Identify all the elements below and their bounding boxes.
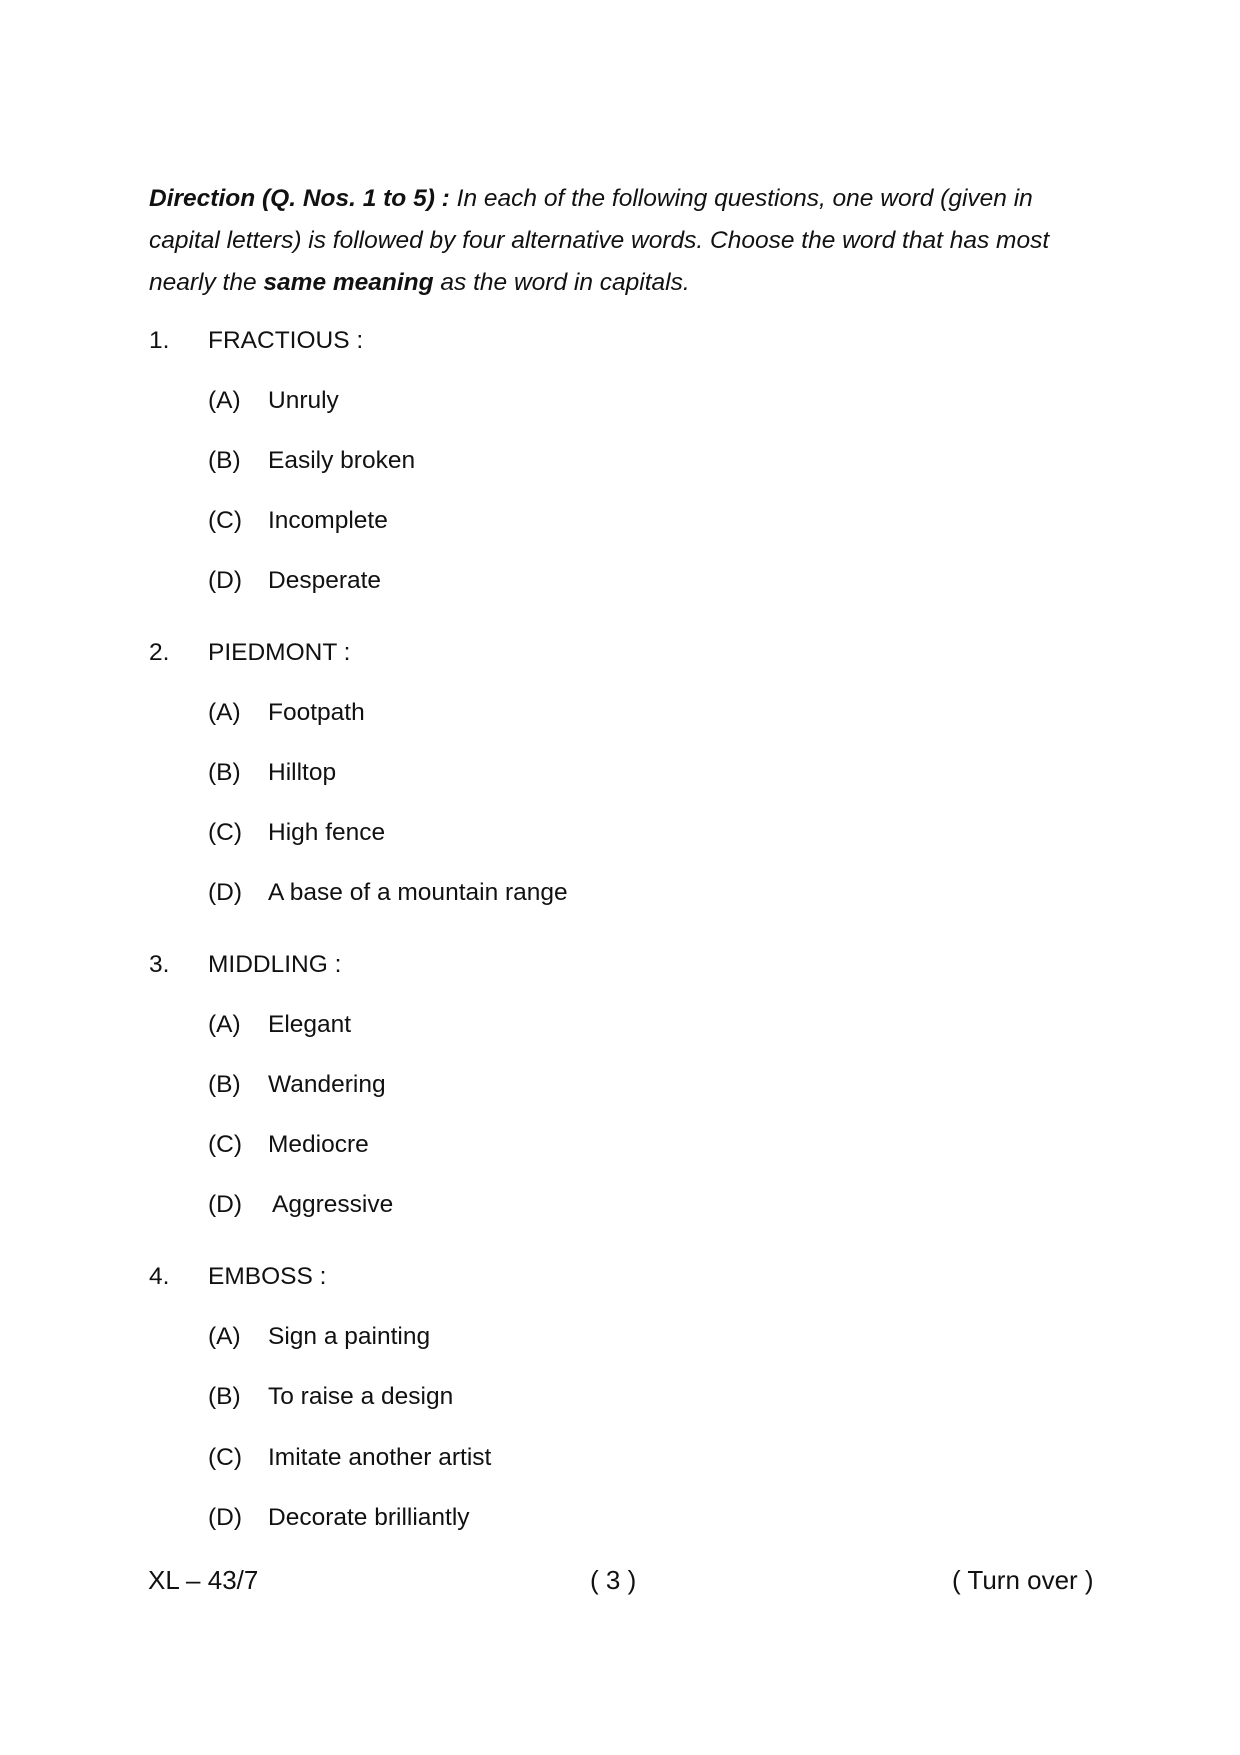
direction-paragraph [149, 178, 1109, 304]
direction-emphasis: same meaning [263, 269, 434, 296]
option-letter: (B) [208, 447, 241, 474]
option-letter: (B) [208, 759, 241, 786]
direction-lead: Direction (Q. Nos. 1 to 5) : [149, 185, 450, 212]
option-text: Wandering [268, 1071, 386, 1098]
option-letter: (C) [208, 1444, 243, 1471]
page-number: ( 3 ) [590, 1565, 637, 1595]
option-text: Hilltop [268, 759, 337, 786]
option-text: Imitate another artist [268, 1444, 492, 1471]
question-number: 2. [149, 639, 170, 666]
option-letter: (D) [208, 1504, 243, 1531]
option-text: Aggressive [272, 1191, 394, 1218]
option-text: Desperate [268, 567, 382, 594]
option-letter: (B) [208, 1071, 241, 1098]
option-text: Decorate brilliantly [268, 1504, 470, 1531]
question-word: EMBOSS : [208, 1263, 327, 1290]
option-text: Unruly [268, 387, 339, 414]
option-letter: (A) [208, 387, 241, 414]
option-letter: (A) [208, 1011, 241, 1038]
question-number: 4. [149, 1263, 170, 1290]
option-letter: (A) [208, 1323, 241, 1350]
option-text: Footpath [268, 699, 365, 726]
option-letter: (A) [208, 699, 241, 726]
option-text: Incomplete [268, 507, 388, 534]
option-text: Elegant [268, 1011, 352, 1038]
option-text: A base of a mountain range [268, 879, 568, 906]
question-number: 3. [149, 951, 170, 978]
question-word: MIDDLING : [208, 951, 342, 978]
question-word: FRACTIOUS : [208, 327, 364, 354]
option-letter: (D) [208, 879, 243, 906]
option-text: Easily broken [268, 447, 416, 474]
option-letter: (C) [208, 507, 243, 534]
option-letter: (C) [208, 1131, 243, 1158]
question-word: PIEDMONT : [208, 639, 351, 666]
option-text: High fence [268, 819, 386, 846]
direction-text-1: In each of the following questions, one word (given in capital letters) is followed by four alternative words. Choose the word that has most nearly the [149, 185, 1050, 296]
direction-text-2: as the word in capitals. [433, 269, 690, 296]
option-text: Mediocre [268, 1131, 369, 1158]
option-text: Sign a painting [268, 1323, 431, 1350]
option-letter: (C) [208, 819, 243, 846]
question-number: 1. [149, 327, 170, 354]
option-letter: (B) [208, 1383, 241, 1410]
paper-code: XL – 43/7 [148, 1565, 259, 1595]
option-letter: (D) [208, 1191, 243, 1218]
option-text: To raise a design [268, 1383, 454, 1410]
option-letter: (D) [208, 567, 243, 594]
turn-over-note: ( Turn over ) [952, 1565, 1094, 1595]
